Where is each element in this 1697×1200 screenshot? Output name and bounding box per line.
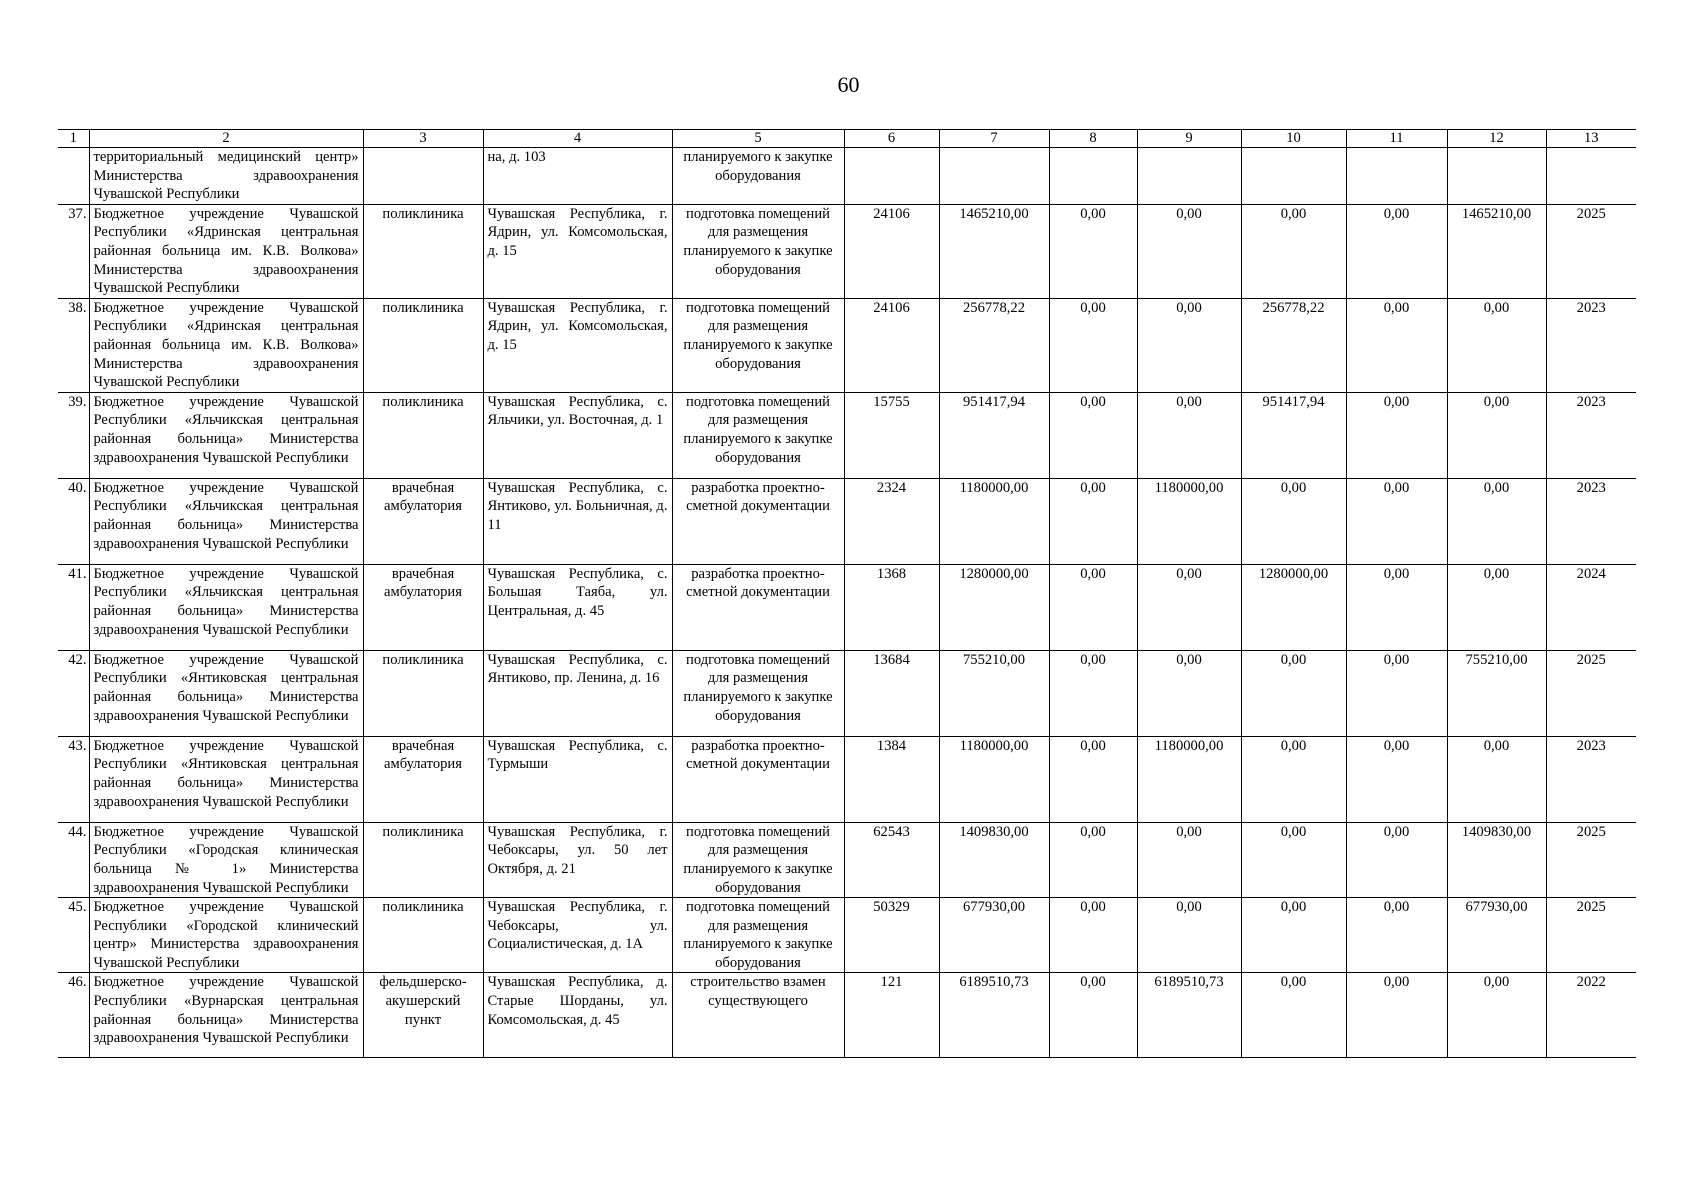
address-cell: Чувашская Республика, с. Яльчики, ул. Восточная, д. 1 xyxy=(483,392,672,478)
facility-type-cell: врачебная амбулатория xyxy=(363,736,483,822)
work-type-cell: разработка проектно-сметной документации xyxy=(672,736,844,822)
amount-col9-cell: 6189510,73 xyxy=(1137,973,1241,1058)
organization-cell: Бюджетное учреждение Чувашской Республики «Янтиковская центральная районная больница» Министерства здравоохранения Чувашской Республики xyxy=(89,650,363,736)
total-cost-cell: 755210,00 xyxy=(939,650,1049,736)
area-cell: 2324 xyxy=(844,478,939,564)
amount-col10-cell: 0,00 xyxy=(1241,204,1346,298)
area-cell: 121 xyxy=(844,973,939,1058)
amount-col12-cell: 0,00 xyxy=(1447,736,1546,822)
facility-type-cell: поликлиника xyxy=(363,204,483,298)
work-type-cell: строительство взамен существующего xyxy=(672,973,844,1058)
amount-col12-cell: 0,00 xyxy=(1447,298,1546,392)
total-cost-cell: 951417,94 xyxy=(939,392,1049,478)
column-number-cell: 6 xyxy=(844,130,939,148)
amount-col11-cell: 0,00 xyxy=(1346,298,1447,392)
work-type-cell: подготовка помещений для размещения планируемого к закупке оборудования xyxy=(672,298,844,392)
amount-col9-cell: 0,00 xyxy=(1137,898,1241,973)
amount-col10-cell: 0,00 xyxy=(1241,736,1346,822)
work-type-cell: разработка проектно-сметной документации xyxy=(672,478,844,564)
amount-col12-cell: 1465210,00 xyxy=(1447,204,1546,298)
organization-cell: Бюджетное учреждение Чувашской Республики «Ядринская центральная районная больница им. К.В. Волкова» Министерства здравоохранения Чувашской Республики xyxy=(89,204,363,298)
address-cell: Чувашская Республика, с. Янтиково, ул. Больничная, д. 11 xyxy=(483,478,672,564)
facility-type-cell: поликлиника xyxy=(363,298,483,392)
amount-col9-cell: 0,00 xyxy=(1137,204,1241,298)
amount-col11-cell: 0,00 xyxy=(1346,204,1447,298)
amount-col10-cell: 951417,94 xyxy=(1241,392,1346,478)
amount-col12-cell: 755210,00 xyxy=(1447,650,1546,736)
amount-col9-cell: 0,00 xyxy=(1137,298,1241,392)
amount-col10-cell: 0,00 xyxy=(1241,650,1346,736)
total-cost-cell: 1180000,00 xyxy=(939,736,1049,822)
organization-cell: территориальный медицинский центр» Министерства здравоохранения Чувашской Республики xyxy=(89,148,363,205)
total-cost-cell: 1180000,00 xyxy=(939,478,1049,564)
amount-col9-cell xyxy=(1137,148,1241,205)
column-number-cell: 1 xyxy=(58,130,89,148)
area-cell: 62543 xyxy=(844,822,939,897)
year-cell: 2022 xyxy=(1546,973,1636,1058)
amount-col11-cell: 0,00 xyxy=(1346,564,1447,650)
amount-col8-cell xyxy=(1049,148,1137,205)
amount-col10-cell: 0,00 xyxy=(1241,973,1346,1058)
table-row xyxy=(58,564,1636,650)
column-number-cell: 2 xyxy=(89,130,363,148)
work-type-cell: подготовка помещений для размещения планируемого к закупке оборудования xyxy=(672,822,844,897)
row-number-cell: 38. xyxy=(58,298,89,392)
column-number-cell: 8 xyxy=(1049,130,1137,148)
year-cell: 2023 xyxy=(1546,478,1636,564)
address-cell: Чувашская Республика, г. Чебоксары, ул. 50 лет Октября, д. 21 xyxy=(483,822,672,897)
amount-col11-cell: 0,00 xyxy=(1346,822,1447,897)
facility-type-cell: поликлиника xyxy=(363,898,483,973)
table-row xyxy=(58,973,1636,1058)
amount-col9-cell: 0,00 xyxy=(1137,392,1241,478)
amount-col12-cell: 677930,00 xyxy=(1447,898,1546,973)
organization-cell: Бюджетное учреждение Чувашской Республики «Вурнарская центральная районная больница» Министерства здравоохранения Чувашской Республики xyxy=(89,973,363,1058)
facilities-table xyxy=(58,129,1636,1058)
address-cell: на, д. 103 xyxy=(483,148,672,205)
work-type-cell: подготовка помещений для размещения планируемого к закупке оборудования xyxy=(672,204,844,298)
row-number-cell: 45. xyxy=(58,898,89,973)
amount-col12-cell: 0,00 xyxy=(1447,478,1546,564)
table-row xyxy=(58,204,1636,298)
amount-col8-cell: 0,00 xyxy=(1049,204,1137,298)
column-number-cell: 7 xyxy=(939,130,1049,148)
row-number-cell: 39. xyxy=(58,392,89,478)
column-number-cell: 9 xyxy=(1137,130,1241,148)
amount-col12-cell: 0,00 xyxy=(1447,392,1546,478)
amount-col8-cell: 0,00 xyxy=(1049,392,1137,478)
row-number-cell: 41. xyxy=(58,564,89,650)
column-number-cell: 13 xyxy=(1546,130,1636,148)
total-cost-cell: 6189510,73 xyxy=(939,973,1049,1058)
total-cost-cell: 1465210,00 xyxy=(939,204,1049,298)
row-number-cell: 46. xyxy=(58,973,89,1058)
amount-col9-cell: 1180000,00 xyxy=(1137,478,1241,564)
amount-col11-cell: 0,00 xyxy=(1346,650,1447,736)
work-type-cell: планируемого к закупке оборудования xyxy=(672,148,844,205)
table-row xyxy=(58,736,1636,822)
facility-type-cell: врачебная амбулатория xyxy=(363,478,483,564)
amount-col10-cell: 256778,22 xyxy=(1241,298,1346,392)
table-row xyxy=(58,650,1636,736)
amount-col8-cell: 0,00 xyxy=(1049,650,1137,736)
amount-col11-cell: 0,00 xyxy=(1346,392,1447,478)
address-cell: Чувашская Республика, с. Янтиково, пр. Ленина, д. 16 xyxy=(483,650,672,736)
amount-col12-cell: 0,00 xyxy=(1447,564,1546,650)
total-cost-cell: 1280000,00 xyxy=(939,564,1049,650)
column-number-header xyxy=(58,130,1636,148)
year-cell: 2024 xyxy=(1546,564,1636,650)
work-type-cell: разработка проектно-сметной документации xyxy=(672,564,844,650)
amount-col12-cell: 1409830,00 xyxy=(1447,822,1546,897)
amount-col9-cell: 0,00 xyxy=(1137,564,1241,650)
address-cell: Чувашская Республика, с. Турмыши xyxy=(483,736,672,822)
amount-col8-cell: 0,00 xyxy=(1049,822,1137,897)
amount-col11-cell: 0,00 xyxy=(1346,478,1447,564)
year-cell: 2025 xyxy=(1546,898,1636,973)
table-body xyxy=(58,148,1636,1058)
column-number-cell: 5 xyxy=(672,130,844,148)
amount-col11-cell xyxy=(1346,148,1447,205)
work-type-cell: подготовка помещений для размещения планируемого к закупке оборудования xyxy=(672,898,844,973)
year-cell: 2023 xyxy=(1546,392,1636,478)
organization-cell: Бюджетное учреждение Чувашской Республики «Яльчикская центральная районная больница» Министерства здравоохранения Чувашской Республики xyxy=(89,392,363,478)
area-cell xyxy=(844,148,939,205)
address-cell: Чувашская Республика, д. Старые Шорданы, ул. Комсомольская, д. 45 xyxy=(483,973,672,1058)
amount-col8-cell: 0,00 xyxy=(1049,478,1137,564)
facility-type-cell: фельдшерско-акушерский пункт xyxy=(363,973,483,1058)
year-cell: 2023 xyxy=(1546,298,1636,392)
amount-col8-cell: 0,00 xyxy=(1049,898,1137,973)
facility-type-cell: поликлиника xyxy=(363,822,483,897)
total-cost-cell: 1409830,00 xyxy=(939,822,1049,897)
amount-col9-cell: 0,00 xyxy=(1137,650,1241,736)
column-number-cell: 4 xyxy=(483,130,672,148)
table-row xyxy=(58,822,1636,897)
organization-cell: Бюджетное учреждение Чувашской Республики «Городская клиническая больница № 1» Министерства здравоохранения Чувашской Республики xyxy=(89,822,363,897)
year-cell: 2025 xyxy=(1546,204,1636,298)
header-row xyxy=(58,130,1636,148)
amount-col10-cell: 1280000,00 xyxy=(1241,564,1346,650)
organization-cell: Бюджетное учреждение Чувашской Республики «Ядринская центральная районная больница им. К.В. Волкова» Министерства здравоохранения Чувашской Республики xyxy=(89,298,363,392)
amount-col11-cell: 0,00 xyxy=(1346,898,1447,973)
total-cost-cell: 677930,00 xyxy=(939,898,1049,973)
amount-col12-cell: 0,00 xyxy=(1447,973,1546,1058)
address-cell: Чувашская Республика, г. Чебоксары, ул. Социалистическая, д. 1А xyxy=(483,898,672,973)
area-cell: 24106 xyxy=(844,298,939,392)
address-cell: Чувашская Республика, с. Большая Таяба, ул. Центральная, д. 45 xyxy=(483,564,672,650)
table-row xyxy=(58,392,1636,478)
amount-col10-cell: 0,00 xyxy=(1241,822,1346,897)
amount-col10-cell xyxy=(1241,148,1346,205)
area-cell: 24106 xyxy=(844,204,939,298)
row-number-cell: 37. xyxy=(58,204,89,298)
area-cell: 15755 xyxy=(844,392,939,478)
row-number-cell: 43. xyxy=(58,736,89,822)
work-type-cell: подготовка помещений для размещения планируемого к закупке оборудования xyxy=(672,650,844,736)
total-cost-cell xyxy=(939,148,1049,205)
row-number-cell: 44. xyxy=(58,822,89,897)
year-cell xyxy=(1546,148,1636,205)
page-number: 60 xyxy=(837,72,860,97)
year-cell: 2025 xyxy=(1546,822,1636,897)
row-number-cell: 42. xyxy=(58,650,89,736)
address-cell: Чувашская Республика, г. Ядрин, ул. Комсомольская, д. 15 xyxy=(483,298,672,392)
area-cell: 50329 xyxy=(844,898,939,973)
amount-col9-cell: 0,00 xyxy=(1137,822,1241,897)
facility-type-cell: поликлиника xyxy=(363,650,483,736)
column-number-cell: 11 xyxy=(1346,130,1447,148)
area-cell: 13684 xyxy=(844,650,939,736)
amount-col11-cell: 0,00 xyxy=(1346,973,1447,1058)
amount-col10-cell: 0,00 xyxy=(1241,898,1346,973)
amount-col8-cell: 0,00 xyxy=(1049,298,1137,392)
facility-type-cell: врачебная амбулатория xyxy=(363,564,483,650)
row-number-cell xyxy=(58,148,89,205)
amount-col11-cell: 0,00 xyxy=(1346,736,1447,822)
table-row xyxy=(58,478,1636,564)
amount-col8-cell: 0,00 xyxy=(1049,973,1137,1058)
work-type-cell: подготовка помещений для размещения планируемого к закупке оборудования xyxy=(672,392,844,478)
amount-col8-cell: 0,00 xyxy=(1049,564,1137,650)
table-row xyxy=(58,898,1636,973)
organization-cell: Бюджетное учреждение Чувашской Республики «Янтиковская центральная районная больница» Министерства здравоохранения Чувашской Республики xyxy=(89,736,363,822)
organization-cell: Бюджетное учреждение Чувашской Республики «Городской клинический центр» Министерства здравоохранения Чувашской Республики xyxy=(89,898,363,973)
amount-col9-cell: 1180000,00 xyxy=(1137,736,1241,822)
column-number-cell: 10 xyxy=(1241,130,1346,148)
area-cell: 1384 xyxy=(844,736,939,822)
facility-type-cell: поликлиника xyxy=(363,392,483,478)
area-cell: 1368 xyxy=(844,564,939,650)
organization-cell: Бюджетное учреждение Чувашской Республики «Яльчикская центральная районная больница» Министерства здравоохранения Чувашской Республики xyxy=(89,564,363,650)
year-cell: 2023 xyxy=(1546,736,1636,822)
facility-type-cell xyxy=(363,148,483,205)
organization-cell: Бюджетное учреждение Чувашской Республики «Яльчикская центральная районная больница» Министерства здравоохранения Чувашской Республики xyxy=(89,478,363,564)
amount-col10-cell: 0,00 xyxy=(1241,478,1346,564)
address-cell: Чувашская Республика, г. Ядрин, ул. Комсомольская, д. 15 xyxy=(483,204,672,298)
total-cost-cell: 256778,22 xyxy=(939,298,1049,392)
amount-col12-cell xyxy=(1447,148,1546,205)
column-number-cell: 12 xyxy=(1447,130,1546,148)
row-number-cell: 40. xyxy=(58,478,89,564)
table-row xyxy=(58,148,1636,205)
year-cell: 2025 xyxy=(1546,650,1636,736)
table-row xyxy=(58,298,1636,392)
column-number-cell: 3 xyxy=(363,130,483,148)
amount-col8-cell: 0,00 xyxy=(1049,736,1137,822)
